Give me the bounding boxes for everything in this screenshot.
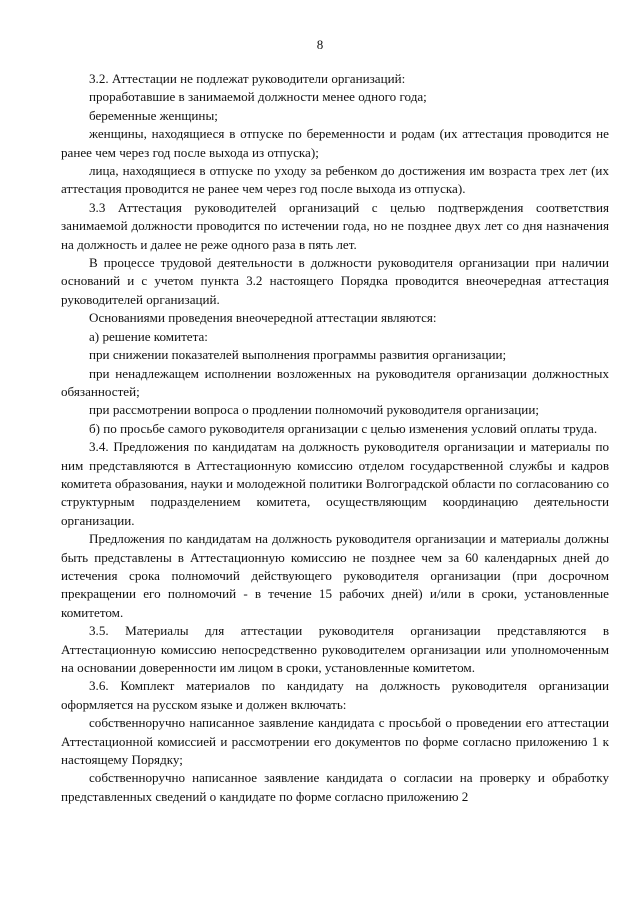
paragraph-3-6: 3.6. Комплект материалов по кандидату на должность руководителя организации оформляется на русском языке и должен включать:	[61, 678, 609, 712]
paragraph-exemption-childcare-leave: лица, находящиеся в отпуске по уходу за ребенком до достижения им возраста трех лет (их аттестация проводится не ранее чем через год после выхода из отпуска).	[61, 163, 609, 197]
page-number: 8	[316, 37, 324, 52]
paragraph-3-4: 3.4. Предложения по кандидатам на должность руководителя организации и материалы по ним представляются в Аттестационную комиссию отделом государственной службы и кадров комитета образования, науки и молодежной политики Волгоградской области по согласованию со структурным подразделением комитета, осуществляющим координацию деятельности организации.	[61, 439, 609, 528]
document-body	[61, 70, 609, 806]
paragraph-exemption-tenure: проработавшие в занимаемой должности менее одного года;	[89, 89, 427, 105]
paragraph-grounds-heading: Основаниями проведения внеочередной аттестации являются:	[89, 310, 437, 326]
paragraph-3-3: 3.3 Аттестация руководителей организаций с целью подтверждения соответствия занимаемой должности проводится по истечении года, но не позднее двух лет со дня назначения на должность и далее не реже одного раза в пять лет.	[61, 199, 609, 252]
paragraph-3-5: 3.5. Материалы для аттестации руководителя организации представляются в Аттестационную комиссию непосредственно руководителем организации или уполномоченным на основании доверенности им лицом в сроки, установленные комитетом.	[61, 623, 609, 675]
paragraph-grounds-duties: при ненадлежащем исполнении возложенных на руководителя организации должностных обязанностей;	[61, 365, 609, 399]
paragraph-3-4-deadline: Предложения по кандидатам на должность руководителя организации и материалы должны быть представлены в Аттестационную комиссию не позднее чем за 60 календарных дней до истечения срока полномочий действующего руководителя организации (при досрочном прекращении его полномочий - в течение 15 рабочих дней) и/или в сроки, установленные комитетом.	[61, 531, 609, 620]
paragraph-grounds-extension: при рассмотрении вопроса о продлении полномочий руководителя организации;	[89, 402, 539, 418]
paragraph-3-2-heading: 3.2. Аттестации не подлежат руководители организаций:	[89, 71, 406, 86]
paragraph-grounds-performance: при снижении показателей выполнения программы развития организации;	[89, 347, 507, 363]
paragraph-exemption-pregnant: беременные женщины;	[89, 107, 218, 123]
paragraph-application-consent: собственноручно написанное заявление кандидата о согласии на проверку и обработку представленных сведений о кандидате по форме согласно приложению 2	[61, 770, 609, 804]
paragraph-grounds-b: б) по просьбе самого руководителя организации с целью изменения условий оплаты труда.	[89, 420, 598, 436]
paragraph-extraordinary-attestation: В процессе трудовой деятельности в должности руководителя организации при наличии оснований и с учетом пункта 3.2 настоящего Порядка проводится внеочередная аттестация руководителей организаций.	[61, 255, 609, 307]
paragraph-application-attestation: собственноручно написанное заявление кандидата с просьбой о проведении его аттестации Аттестационной комиссией и рассмотрении его документов по форме согласно приложению 1 к настоящему Порядку;	[61, 715, 609, 768]
paragraph-grounds-a: а) решение комитета:	[89, 328, 208, 344]
paragraph-exemption-maternity-leave: женщины, находящиеся в отпуске по беременности и родам (их аттестация проводится не ранее чем через год после выхода из отпуска);	[61, 126, 609, 160]
